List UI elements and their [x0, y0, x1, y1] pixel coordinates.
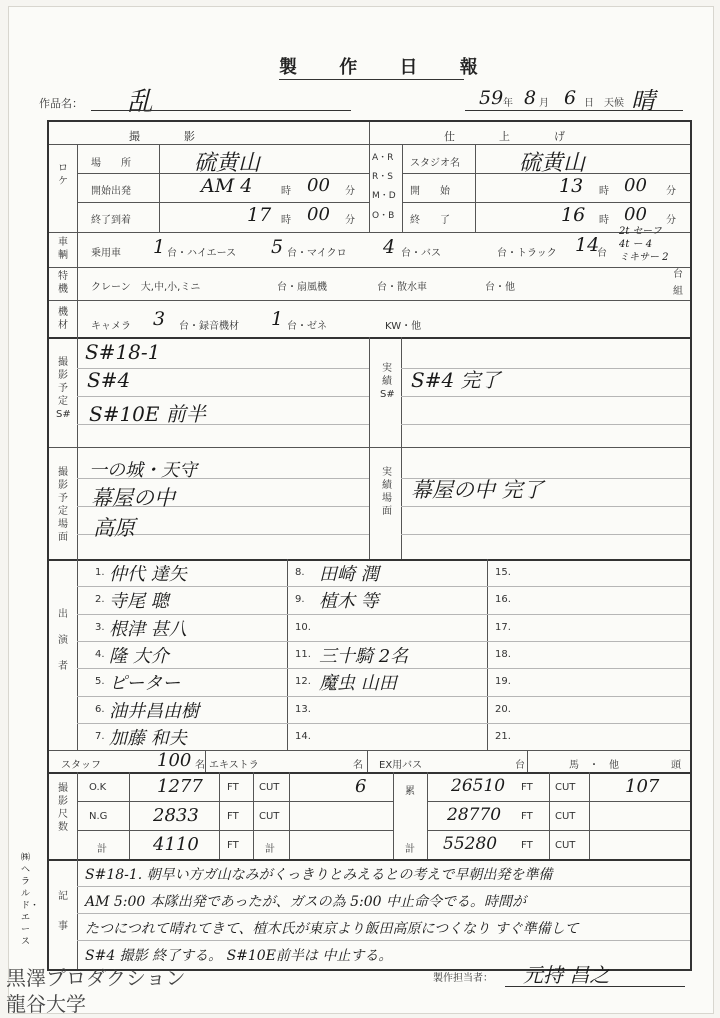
water-label: 台・散水車	[377, 282, 427, 293]
cast-number: 10.	[295, 621, 311, 633]
scheduled-scene-3: S#10E 前半	[89, 402, 206, 426]
arrive-hour: 17	[247, 204, 272, 226]
special-unit-2: 組	[673, 286, 683, 297]
truck-count: 14	[575, 234, 600, 256]
arrive-hour-label: 時	[281, 215, 291, 226]
ex-bus-label: EX用バス	[379, 760, 423, 771]
work-name-label: 作品名：	[39, 97, 83, 110]
date-underline	[465, 110, 683, 111]
other-label: 台・他	[485, 282, 515, 293]
bus-label: 台・バス	[401, 248, 441, 259]
end-min: 00	[624, 204, 647, 225]
person-value: 元持 昌之	[523, 963, 610, 987]
ng-ft-unit: FT	[227, 811, 239, 822]
car-label: 乗用車	[91, 248, 121, 259]
studio-label: スタジオ名	[410, 158, 460, 169]
cum-total-ft: 55280	[443, 834, 498, 854]
cast-number: 21.	[495, 730, 511, 742]
cum-ok-cut-label: CUT	[555, 782, 576, 793]
cast-number: 1.	[95, 567, 105, 578]
note-line-4: S#4 撮影 終了する。 S#10E前半は 中止する。	[85, 948, 393, 964]
depart-min: 00	[307, 175, 330, 196]
extra-label: エキストラ	[209, 760, 259, 771]
page-title: 製 作 日 報	[279, 57, 496, 78]
finishing-header: 仕 上 げ	[444, 130, 565, 143]
extra-unit: 名	[353, 760, 363, 771]
camera-count: 3	[153, 308, 166, 330]
special-unit-1: 台	[673, 269, 683, 280]
cast-number: 9.	[295, 594, 305, 606]
place-value: 硫黄山	[194, 151, 261, 176]
truck-note-2: 4t ー 4	[619, 239, 653, 250]
date-day-label: 日	[584, 98, 594, 109]
code-ar: A・R	[372, 153, 394, 163]
company-vertical: ㈱ヘラルド・エース	[21, 853, 40, 947]
scheduled-scene-2: S#4	[87, 368, 131, 392]
watermark-line-2: 龍谷大学	[6, 992, 86, 1016]
date-year: 59	[479, 87, 504, 109]
ok-ft-unit: FT	[227, 782, 239, 793]
code-ob: O・B	[372, 211, 395, 221]
cast-row-divider	[77, 586, 690, 587]
shooting-header: 撮 影	[129, 130, 195, 143]
total-cut-label: 計	[265, 844, 275, 855]
ok-ft: 1277	[157, 776, 203, 797]
cast-name: 魔虫 山田	[319, 673, 397, 695]
cast-name: 加藤 和夫	[109, 727, 187, 749]
studio-value: 硫黄山	[519, 151, 586, 176]
truck-unit: 台	[597, 248, 607, 259]
depart-min-label: 分	[345, 186, 355, 197]
cast-number: 17.	[495, 621, 511, 633]
scheduled-location-2: 幕屋の中	[91, 486, 175, 510]
arrive-min: 00	[307, 204, 330, 225]
start-min-label: 分	[666, 186, 676, 197]
cast-number: 2.	[95, 594, 105, 606]
cum-total-label: 計	[405, 844, 415, 855]
cum-ng-ft-unit: FT	[521, 811, 533, 822]
hiace-count: 5	[271, 236, 284, 258]
actual-scene-1: S#4 完了	[411, 368, 501, 392]
cum-ng-ft: 28770	[447, 805, 502, 825]
total-ft: 4110	[153, 834, 199, 855]
kw-label: KW・他	[385, 321, 422, 332]
date-month-label: 月	[539, 98, 549, 109]
truck-note-1: 2t セーフ	[619, 226, 662, 237]
cast-name: 油井昌由樹	[109, 700, 199, 722]
cast-name: 根津 甚八	[109, 618, 187, 640]
note-line-2: AM 5:00 本隊出発であったが、ガスの為 5:00 中止命令でる。時間が	[85, 894, 526, 910]
zene-label: 台・ゼネ	[287, 321, 327, 332]
code-rs: R・S	[372, 172, 393, 182]
ng-cut-label: CUT	[259, 811, 280, 822]
recorder-label: 台・録音機材	[179, 321, 239, 332]
cast-number: 5.	[95, 676, 105, 688]
cast-number: 13.	[295, 703, 311, 715]
cast-number: 14.	[295, 730, 311, 742]
scheduled-scenes-label: 撮影予定 S#	[56, 357, 71, 420]
end-min-label: 分	[666, 215, 676, 226]
end-label: 終 了	[410, 215, 450, 226]
equipment-label: 機材	[58, 307, 68, 331]
end-hour: 16	[561, 204, 586, 226]
date-day: 6	[564, 87, 577, 109]
start-hour: 13	[559, 175, 584, 197]
cast-number: 4.	[95, 648, 105, 660]
actual-scenes-label: 実績 S#	[380, 363, 395, 400]
place-label: 場 所	[91, 158, 131, 169]
date-year-label: 年	[503, 98, 513, 109]
vehicles-label: 車輌	[58, 237, 68, 261]
staff-unit: 名	[195, 760, 205, 771]
special-equipment-label: 特機	[58, 271, 68, 295]
cum-label: 累	[405, 786, 415, 797]
report-sheet	[8, 6, 714, 1014]
cast-number: 3.	[95, 621, 105, 633]
note-line-1: S#18-1. 朝早い方ガ山なみがくっきりとみえるとの考えで早朝出発を準備	[85, 867, 553, 883]
actual-locations-label: 実績場面	[382, 467, 392, 517]
cast-name: 田崎 潤	[319, 564, 379, 585]
scheduled-location-3: 高原	[93, 516, 135, 540]
truck-label: 台・トラック	[497, 248, 557, 259]
truck-note-3: ミキサー 2	[619, 252, 669, 263]
car-count: 1	[153, 236, 166, 258]
date-month: 8	[524, 87, 537, 109]
depart-hour-label: 時	[281, 186, 291, 197]
end-hour-label: 時	[599, 215, 609, 226]
ng-ft: 2833	[153, 805, 199, 826]
bus-unit: 台	[515, 760, 525, 771]
cast-number: 15.	[495, 567, 511, 578]
total-label: 計	[97, 844, 107, 855]
cast-name: 寺尾 聰	[109, 591, 169, 613]
cast-number: 19.	[495, 676, 511, 688]
staff-count: 100	[157, 750, 192, 771]
cast-name: 三十騎 2名	[319, 645, 409, 667]
cast-number: 12.	[295, 676, 311, 688]
cum-ok-ft-unit: FT	[521, 782, 533, 793]
micro-count: 4	[383, 236, 396, 258]
scheduled-scene-1: S#18-1	[85, 340, 161, 364]
depart-time: AM 4	[201, 175, 253, 197]
cast-name: 植木 等	[319, 591, 379, 613]
cum-total-cut-label: CUT	[555, 840, 576, 851]
cast-number: 11.	[295, 648, 311, 660]
micro-label: 台・マイクロ	[287, 248, 347, 259]
start-label: 開 始	[410, 186, 450, 197]
hiace-label: 台・ハイエース	[167, 248, 237, 259]
head-unit: 頭	[671, 760, 681, 771]
ok-cut-label: CUT	[259, 782, 280, 793]
arrive-min-label: 分	[345, 215, 355, 226]
cum-total-ft-unit: FT	[521, 840, 533, 851]
person-label: 製作担当者：	[433, 973, 493, 984]
ok-label: O.K	[89, 782, 107, 793]
cum-ok-ft: 26510	[451, 776, 506, 796]
cast-name: 仲代 達矢	[109, 564, 187, 585]
cum-ng-cut-label: CUT	[555, 811, 576, 822]
scheduled-locations-label: 撮影予定場面	[58, 467, 68, 543]
actual-location-1: 幕屋の中 完了	[411, 478, 544, 502]
loke-label: ロケ	[58, 163, 68, 187]
cast-number: 7.	[95, 730, 105, 742]
fan-label: 台・扇風機	[277, 282, 327, 293]
start-min: 00	[624, 175, 647, 196]
cast-number: 16.	[495, 594, 511, 606]
camera-label: キャメラ	[91, 321, 131, 332]
footage-label: 撮影尺数	[58, 783, 68, 833]
cast-number: 8.	[295, 567, 305, 578]
work-name-value: 乱	[127, 87, 154, 117]
cast-name: 隆 大介	[109, 645, 169, 667]
depart-label: 開始出発	[91, 186, 131, 197]
ng-label: N.G	[89, 811, 108, 822]
weather-value: 晴	[631, 87, 655, 115]
cast-number: 20.	[495, 703, 511, 715]
cast-name: ピーター	[109, 673, 181, 695]
notes-label: 記事	[58, 891, 68, 932]
note-line-3: たつにつれて晴れてきて、植木氏が東京より飯田高原につくなり すぐ準備して	[85, 921, 579, 937]
cast-label: 出演者	[58, 609, 68, 672]
recorder-count: 1	[271, 308, 284, 330]
report-table	[47, 120, 692, 971]
code-md: M・D	[372, 191, 396, 201]
cast-number: 18.	[495, 648, 511, 660]
watermark-line-1: 黒澤プロダクション	[6, 966, 186, 990]
start-hour-label: 時	[599, 186, 609, 197]
staff-label: スタッフ	[61, 760, 101, 771]
cut-value: 6	[355, 776, 367, 797]
horse-label: 馬 ・ 他	[569, 760, 619, 771]
arrive-label: 終了到着	[91, 215, 131, 226]
work-name-underline	[91, 110, 351, 111]
cast-number: 6.	[95, 703, 105, 715]
cum-cut-value: 107	[625, 776, 660, 797]
crane-label: クレーン 大,中,小,ミニ	[91, 282, 201, 293]
scheduled-location-1: 一の城・天守	[89, 460, 197, 481]
title-underline	[279, 79, 464, 80]
weather-label: 天候	[604, 98, 624, 109]
total-ft-unit: FT	[227, 840, 239, 851]
